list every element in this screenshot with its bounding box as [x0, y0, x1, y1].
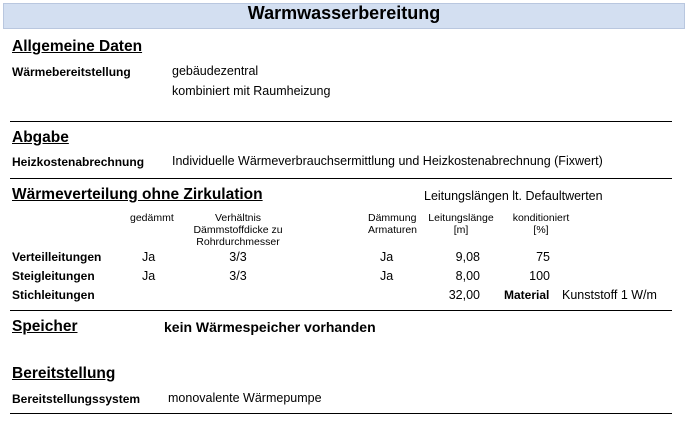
bereitstellungssystem-label: Bereitstellungssystem [12, 392, 141, 406]
cell-gedaemmt: Ja [142, 269, 156, 283]
page-title: Warmwasserbereitung [247, 3, 441, 23]
cell-verhaeltnis: 3/3 [229, 269, 247, 283]
divider [10, 413, 672, 414]
col-header-konditioniert-unit: [%] [533, 224, 549, 236]
section-heading-speicher: Speicher [12, 318, 78, 335]
col-header-armaturen: Armaturen [368, 224, 418, 236]
material-label: Material [504, 288, 550, 302]
row-label-steigleitungen: Steigleitungen [12, 269, 95, 283]
section-heading-waermeverteilung: Wärmeverteilung ohne Zirkulation [12, 186, 263, 203]
cell-verhaeltnis: 3/3 [229, 250, 247, 264]
heizkostenabrechnung-label: Heizkostenabrechnung [12, 155, 145, 169]
cell-leitungslaenge: 9,08 [455, 250, 480, 264]
waermebereitstellung-value-1: gebäudezentral [172, 64, 259, 78]
col-header-verhaeltnis: Dämmstoffdicke zu [193, 224, 283, 236]
col-header-verhaeltnis: Verhältnis [214, 212, 262, 224]
divider [10, 178, 672, 179]
divider [10, 121, 672, 122]
divider [10, 310, 672, 311]
section-heading-abgabe: Abgabe [12, 129, 69, 146]
cell-konditioniert: 100 [529, 269, 550, 283]
col-header-leitungslaenge-unit: [m] [453, 224, 469, 236]
col-header-daemmung: Dämmung [368, 212, 417, 224]
cell-leitungslaenge: 32,00 [448, 288, 480, 302]
col-header-gedaemmt: gedämmt [130, 212, 174, 224]
row-label-verteilleitungen: Verteilleitungen [12, 250, 102, 264]
cell-armaturen: Ja [380, 250, 394, 264]
cell-leitungslaenge: 8,00 [455, 269, 480, 283]
bereitstellungssystem-value: monovalente Wärmepumpe [168, 391, 322, 405]
waermebereitstellung-value-2: kombiniert mit Raumheizung [172, 84, 331, 98]
leitungslaengen-note: Leitungslängen lt. Defaultwerten [424, 189, 603, 203]
col-header-konditioniert: konditioniert [512, 212, 570, 224]
waermebereitstellung-label: Wärmebereitstellung [12, 65, 131, 79]
material-value: Kunststoff 1 W/m [562, 288, 657, 302]
col-header-leitungslaenge: Leitungslänge [428, 212, 494, 224]
cell-gedaemmt: Ja [142, 250, 156, 264]
heizkostenabrechnung-value: Individuelle Wärmeverbrauchsermittlung und Heizkostenabrechnung (Fixwert) [172, 154, 603, 168]
section-heading-bereitstellung: Bereitstellung [12, 365, 116, 382]
speicher-value: kein Wärmespeicher vorhanden [164, 319, 376, 335]
cell-armaturen: Ja [380, 269, 394, 283]
row-label-stichleitungen: Stichleitungen [12, 288, 95, 302]
section-heading-allgemeine-daten: Allgemeine Daten [12, 38, 143, 55]
col-header-verhaeltnis: Rohrdurchmesser [196, 236, 280, 248]
cell-konditioniert: 75 [536, 250, 550, 264]
